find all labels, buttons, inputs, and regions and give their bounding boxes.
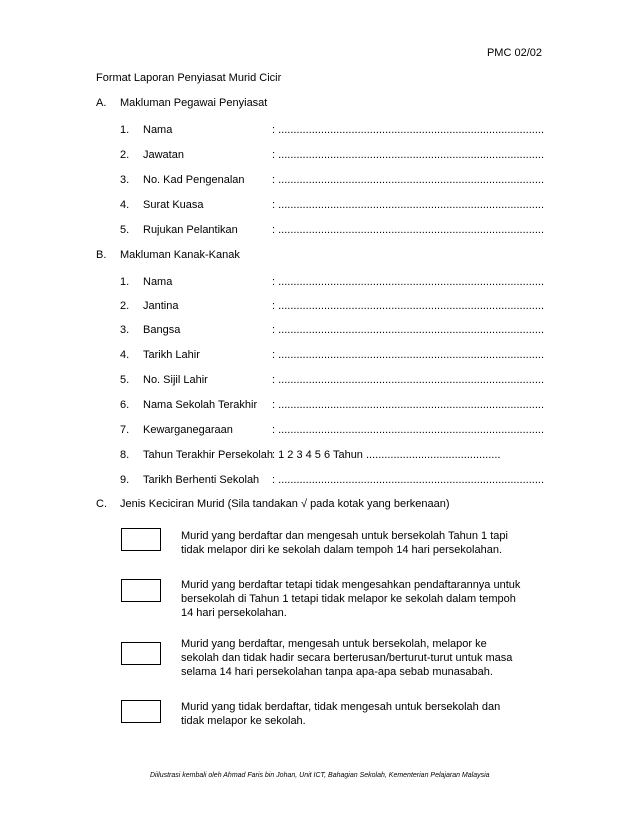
section-b-letter: B. xyxy=(96,249,107,261)
item-number: 4. xyxy=(120,199,130,211)
item-number: 6. xyxy=(120,399,130,411)
item-number: 5. xyxy=(120,224,130,236)
item-label: No. Sijil Lahir xyxy=(143,374,208,386)
item-label: Bangsa xyxy=(143,324,181,336)
option-checkbox[interactable] xyxy=(121,642,161,665)
item-number: 8. xyxy=(120,449,130,461)
item-number: 3. xyxy=(120,324,130,336)
item-label: Kewarganegaraan xyxy=(143,424,233,436)
item-fill-line[interactable]: : ....................................................................................... xyxy=(272,374,544,386)
item-number: 2. xyxy=(120,149,130,161)
item-label: Jantina xyxy=(143,300,179,312)
item-number: 3. xyxy=(120,174,130,186)
item-label: Nama Sekolah Terakhir xyxy=(143,399,258,411)
item-fill-line[interactable]: : ....................................................................................... xyxy=(272,224,544,236)
item-fill-line[interactable]: : 1 2 3 4 5 6 Tahun ............................................ xyxy=(272,449,501,461)
section-c-title: Jenis Keciciran Murid (Sila tandakan √ pada kotak yang berkenaan) xyxy=(120,498,450,510)
section-c-letter: C. xyxy=(96,498,107,510)
item-label: Nama xyxy=(143,124,173,136)
item-fill-line[interactable]: : ....................................................................................... xyxy=(272,124,544,136)
section-b-title: Makluman Kanak-Kanak xyxy=(120,249,240,261)
section-a-title: Makluman Pegawai Penyiasat xyxy=(120,97,268,109)
item-fill-line[interactable]: : ....................................................................................... xyxy=(272,174,544,186)
option-checkbox[interactable] xyxy=(121,579,161,602)
item-label: No. Kad Pengenalan xyxy=(143,174,245,186)
item-fill-line[interactable]: : ....................................................................................... xyxy=(272,300,544,312)
option-checkbox[interactable] xyxy=(121,700,161,723)
item-fill-line[interactable]: : ....................................................................................... xyxy=(272,424,544,436)
item-label: Jawatan xyxy=(143,149,184,161)
item-fill-line[interactable]: : ....................................................................................... xyxy=(272,399,544,411)
item-number: 7. xyxy=(120,424,130,436)
item-label: Nama xyxy=(143,276,173,288)
option-text: Murid yang berdaftar tetapi tidak mengesahkan pendaftarannya untuk bersekolah di Tahun 1 tetapi tidak melapor ke sekolah dalam tempoh 14 hari persekolahan. xyxy=(181,579,521,619)
item-number: 4. xyxy=(120,349,130,361)
form-code: PMC 02/02 xyxy=(486,47,542,59)
item-number: 1. xyxy=(120,276,130,288)
item-label: Tarikh Lahir xyxy=(143,349,200,361)
item-number: 2. xyxy=(120,300,130,312)
item-number: 1. xyxy=(120,124,130,136)
option-checkbox[interactable] xyxy=(121,528,161,551)
item-label: Tahun Terakhir Persekolah xyxy=(143,449,274,461)
item-label: Surat Kuasa xyxy=(143,199,204,211)
item-number: 5. xyxy=(120,374,130,386)
item-fill-line[interactable]: : ....................................................................................... xyxy=(272,149,544,161)
footer-credit: Diilustrasi kembali oleh Ahmad Faris bin Johan, Unit ICT, Bahagian Sekolah, Kementerian Pelajaran Malaysia xyxy=(150,772,490,779)
option-text: Murid yang tidak berdaftar, tidak mengesah untuk bersekolah dan tidak melapor ke sekolah. xyxy=(181,701,501,727)
item-label: Tarikh Berhenti Sekolah xyxy=(143,474,260,486)
item-fill-line[interactable]: : ....................................................................................... xyxy=(272,349,544,361)
item-fill-line[interactable]: : ....................................................................................... xyxy=(272,199,544,211)
option-text: Murid yang berdaftar dan mengesah untuk bersekolah Tahun 1 tapi tidak melapor diri ke sekolah dalam tempoh 14 hari persekolahan. xyxy=(181,530,508,556)
item-fill-line[interactable]: : ....................................................................................... xyxy=(272,474,544,486)
document-title: Format Laporan Penyiasat Murid Cicir xyxy=(96,72,282,84)
section-a-letter: A. xyxy=(96,97,107,109)
option-text: Murid yang berdaftar, mengesah untuk bersekolah, melapor ke sekolah dan tidak hadir secara berterusan/berturut-turut untuk masa selama 14 hari persekolahan tanpa apa-apa sebab munasabah. xyxy=(181,638,513,678)
item-label: Rujukan Pelantikan xyxy=(143,224,238,236)
item-number: 9. xyxy=(120,474,130,486)
item-fill-line[interactable]: : ....................................................................................... xyxy=(272,324,544,336)
item-fill-line[interactable]: : ....................................................................................... xyxy=(272,276,544,288)
